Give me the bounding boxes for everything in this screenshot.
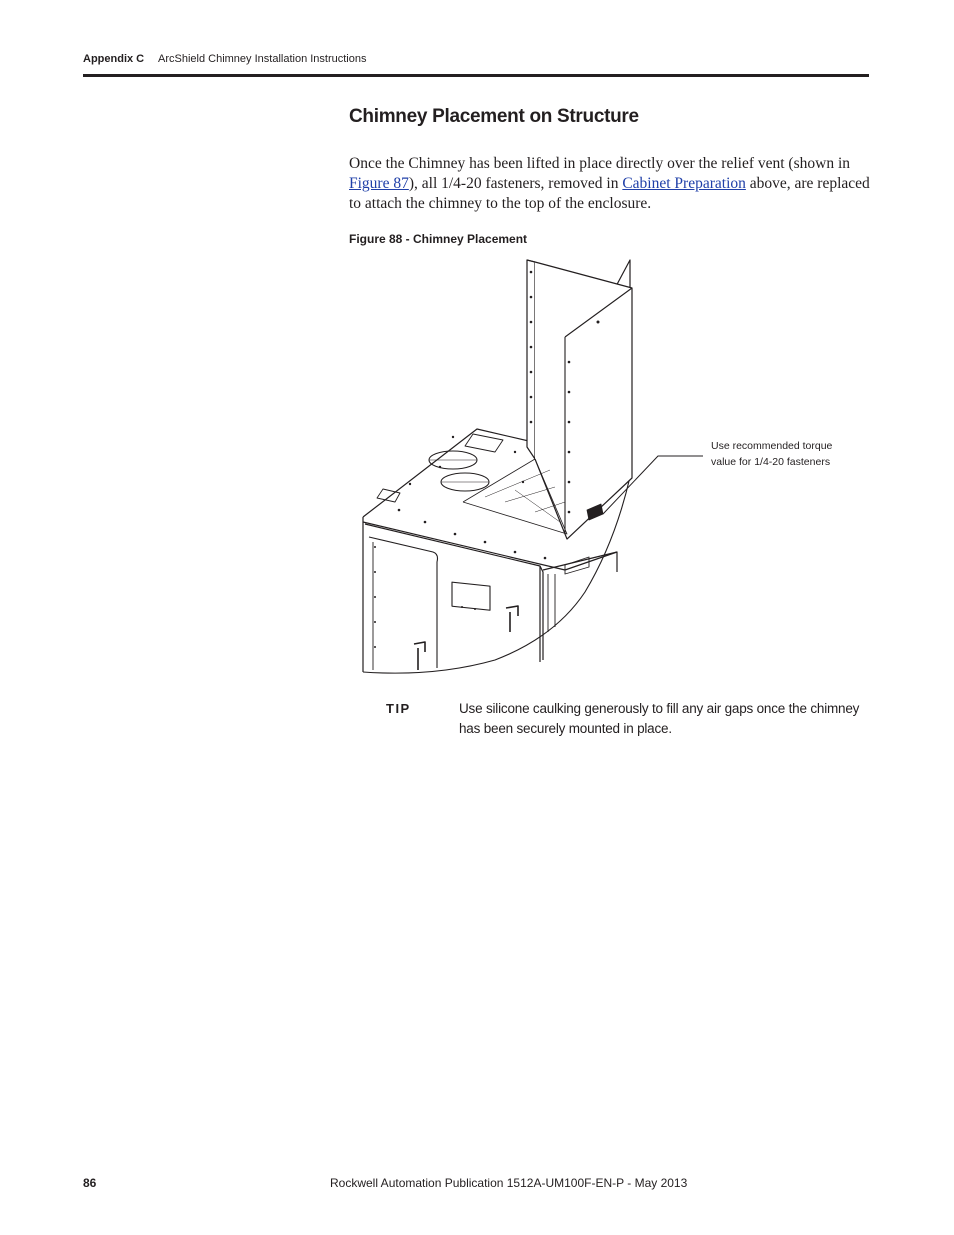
callout-line-1: Use recommended torque [711, 440, 833, 452]
header-rule [83, 74, 869, 77]
tip-text: Use silicone caulking generously to fill any air gaps once the chimney has been securely mounted in place. [459, 701, 860, 736]
torque-callout [711, 438, 871, 470]
header-appendix: Appendix C [83, 53, 145, 65]
figure-87-link[interactable]: Figure 87 [349, 175, 409, 192]
enclosure-window [452, 582, 490, 610]
paragraph-text-3: above, are replaced to attach the chimney to the top of the enclosure. [349, 175, 870, 212]
chimney-placement-drawing [355, 252, 875, 692]
left-door [369, 537, 438, 668]
chimney-back-panel [527, 260, 535, 459]
section-title: Chimney Placement on Structure [349, 106, 639, 127]
figure-caption: Figure 88 - Chimney Placement [349, 232, 528, 246]
paragraph-text-1: Once the Chimney has been lifted in place directly over the relief vent (shown in [349, 155, 850, 172]
page-number: 86 [83, 1176, 97, 1190]
handle-left [414, 642, 425, 670]
handle-right [506, 606, 518, 632]
paragraph-text-2: ), all 1/4-20 fasteners, removed in [408, 175, 623, 192]
tip-label: TIP [386, 701, 411, 716]
header-title: ArcShield Chimney Installation Instructions [158, 53, 367, 65]
callout-line-2: value for 1/4-20 fasteners [711, 456, 831, 468]
body-paragraph [349, 154, 871, 214]
cabinet-preparation-link[interactable]: Cabinet Preparation [622, 175, 746, 192]
footer-publication: Rockwell Automation Publication 1512A-UM100F-EN-P - May 2013 [330, 1176, 688, 1190]
